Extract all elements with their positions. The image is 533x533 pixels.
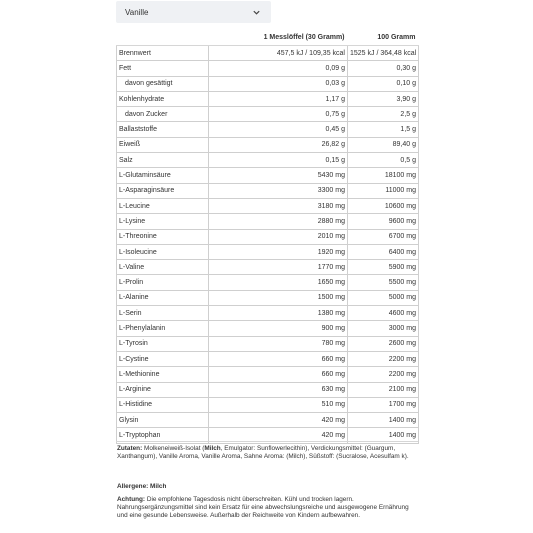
per-100g-value: 2200 mg	[348, 351, 419, 366]
nutrient-name: L-Phenylalanin	[117, 321, 209, 336]
table-row	[117, 183, 419, 198]
per-100g-value: 0,5 g	[348, 153, 419, 168]
per-100g-value: 2100 mg	[348, 382, 419, 397]
per-serving-value: 2880 mg	[209, 214, 348, 229]
per-serving-value: 1920 mg	[209, 244, 348, 259]
per-serving-value: 420 mg	[209, 413, 348, 428]
nutrient-name: L-Asparaginsäure	[117, 183, 209, 198]
nutrient-name: Eiweiß	[117, 137, 209, 152]
nutrient-name: L-Leucine	[117, 198, 209, 213]
table-row	[117, 413, 419, 428]
per-100g-value: 1525 kJ / 364,48 kcal	[348, 46, 419, 61]
per-serving-value: 1500 mg	[209, 290, 348, 305]
table-row	[117, 382, 419, 397]
per-serving-value: 5430 mg	[209, 168, 348, 183]
per-serving-value: 630 mg	[209, 382, 348, 397]
per-100g-value: 5900 mg	[348, 260, 419, 275]
per-serving-value: 0,09 g	[209, 61, 348, 76]
table-row	[117, 229, 419, 244]
nutrient-name: L-Prolin	[117, 275, 209, 290]
nutrient-name: Salz	[117, 153, 209, 168]
per-serving-value: 0,15 g	[209, 153, 348, 168]
per-100g-value: 18100 mg	[348, 168, 419, 183]
per-100g-value: 6700 mg	[348, 229, 419, 244]
nutrition-table	[116, 30, 419, 444]
per-serving-value: 780 mg	[209, 336, 348, 351]
table-row	[117, 290, 419, 305]
variant-select-value: Vanille	[125, 7, 149, 17]
nutrient-name: L-Glutaminsäure	[117, 168, 209, 183]
nutrient-name: L-Valine	[117, 260, 209, 275]
per-100g-value: 10600 mg	[348, 198, 419, 213]
table-row	[117, 137, 419, 152]
table-row	[117, 198, 419, 213]
per-100g-value: 2,5 g	[348, 107, 419, 122]
nutrient-name: L-Methionine	[117, 367, 209, 382]
per-serving-value: 0,75 g	[209, 107, 348, 122]
nutrient-name: davon gesättigt	[117, 76, 209, 91]
per-serving-value: 1770 mg	[209, 260, 348, 275]
table-row	[117, 244, 419, 259]
nutrient-name: L-Tyrosin	[117, 336, 209, 351]
per-serving-value: 2010 mg	[209, 229, 348, 244]
per-100g-value: 0,30 g	[348, 61, 419, 76]
nutrient-name: L-Serin	[117, 306, 209, 321]
per-100g-value: 5000 mg	[348, 290, 419, 305]
variant-select[interactable]	[116, 1, 271, 23]
per-serving-value: 457,5 kJ / 109,35 kcal	[209, 46, 348, 61]
table-row	[117, 351, 419, 366]
nutrient-name: Brennwert	[117, 46, 209, 61]
per-100g-value: 9600 mg	[348, 214, 419, 229]
table-row	[117, 76, 419, 91]
per-serving-value: 3300 mg	[209, 183, 348, 198]
table-row	[117, 306, 419, 321]
nutrient-name: davon Zucker	[117, 107, 209, 122]
allergens-label: Allergene:	[117, 483, 149, 490]
chevron-down-icon	[252, 8, 261, 17]
warning-label: Achtung:	[117, 496, 146, 503]
header-per-100g: 100 Gramm	[348, 30, 419, 46]
table-row	[117, 122, 419, 137]
table-row	[117, 107, 419, 122]
table-row	[117, 214, 419, 229]
per-serving-value: 0,03 g	[209, 76, 348, 91]
per-100g-value: 11000 mg	[348, 183, 419, 198]
nutrient-name: Glysin	[117, 413, 209, 428]
table-header-row	[117, 30, 419, 46]
per-100g-value: 3,90 g	[348, 91, 419, 106]
nutrient-name: L-Alanine	[117, 290, 209, 305]
header-name	[117, 30, 209, 46]
per-100g-value: 1,5 g	[348, 122, 419, 137]
nutrient-name: L-Isoleucine	[117, 244, 209, 259]
per-100g-value: 2600 mg	[348, 336, 419, 351]
nutrient-name: L-Histidine	[117, 397, 209, 412]
header-per-serving: 1 Messlöffel (30 Gramm)	[209, 30, 348, 46]
table-row	[117, 336, 419, 351]
table-row	[117, 397, 419, 412]
table-row	[117, 153, 419, 168]
per-100g-value: 1400 mg	[348, 428, 419, 443]
table-row	[117, 275, 419, 290]
table-row	[117, 321, 419, 336]
per-serving-value: 1650 mg	[209, 275, 348, 290]
section-divider	[116, 441, 418, 442]
nutrient-name: L-Threonine	[117, 229, 209, 244]
per-serving-value: 420 mg	[209, 428, 348, 443]
allergens-value: Milch	[150, 483, 167, 490]
per-100g-value: 0,10 g	[348, 76, 419, 91]
table-row	[117, 61, 419, 76]
nutrient-name: L-Lysine	[117, 214, 209, 229]
allergens-text	[117, 483, 415, 491]
per-100g-value: 2200 mg	[348, 367, 419, 382]
per-serving-value: 660 mg	[209, 367, 348, 382]
nutrient-name: Kohlenhydrate	[117, 91, 209, 106]
table-row	[117, 260, 419, 275]
per-100g-value: 89,40 g	[348, 137, 419, 152]
per-100g-value: 4600 mg	[348, 306, 419, 321]
table-row	[117, 168, 419, 183]
nutrient-name: L-Cystine	[117, 351, 209, 366]
per-serving-value: 1380 mg	[209, 306, 348, 321]
nutrient-name: Ballaststoffe	[117, 122, 209, 137]
per-serving-value: 510 mg	[209, 397, 348, 412]
nutrient-name: L-Tryptophan	[117, 428, 209, 443]
ingredients-text: Zutaten: Molkeneiweiß-Isolat (Milch, Emulgator: Sunflowerlecithin), Verdickungsmittel: (Guargum, Xanthangum), Vanille Aroma, Vanille Aroma, Sahne Aroma: (Milch), Süßstoff: (Sucralose, Acesulfam k).	[117, 445, 409, 461]
per-serving-value: 0,45 g	[209, 122, 348, 137]
nutrient-name: L-Arginine	[117, 382, 209, 397]
table-row	[117, 91, 419, 106]
per-serving-value: 3180 mg	[209, 198, 348, 213]
warning-text: Achtung: Die empfohlene Tagesdosis nicht überschreiten. Kühl und trocken lagern. Nahrungsergänzungsmittel sind kein Ersatz für eine abwechslungsreiche und ausgewogene Ernährung und eine gesunde Lebensweise. Außerhalb der Reichweite von Kindern aufbewahren.	[117, 496, 409, 520]
per-100g-value: 6400 mg	[348, 244, 419, 259]
per-100g-value: 1700 mg	[348, 397, 419, 412]
ingredients-label: Zutaten:	[117, 445, 143, 452]
per-100g-value: 3000 mg	[348, 321, 419, 336]
per-serving-value: 900 mg	[209, 321, 348, 336]
per-serving-value: 26,82 g	[209, 137, 348, 152]
table-row	[117, 46, 419, 61]
table-row	[117, 367, 419, 382]
per-serving-value: 1,17 g	[209, 91, 348, 106]
per-100g-value: 5500 mg	[348, 275, 419, 290]
nutrient-name: Fett	[117, 61, 209, 76]
per-100g-value: 1400 mg	[348, 413, 419, 428]
per-serving-value: 660 mg	[209, 351, 348, 366]
